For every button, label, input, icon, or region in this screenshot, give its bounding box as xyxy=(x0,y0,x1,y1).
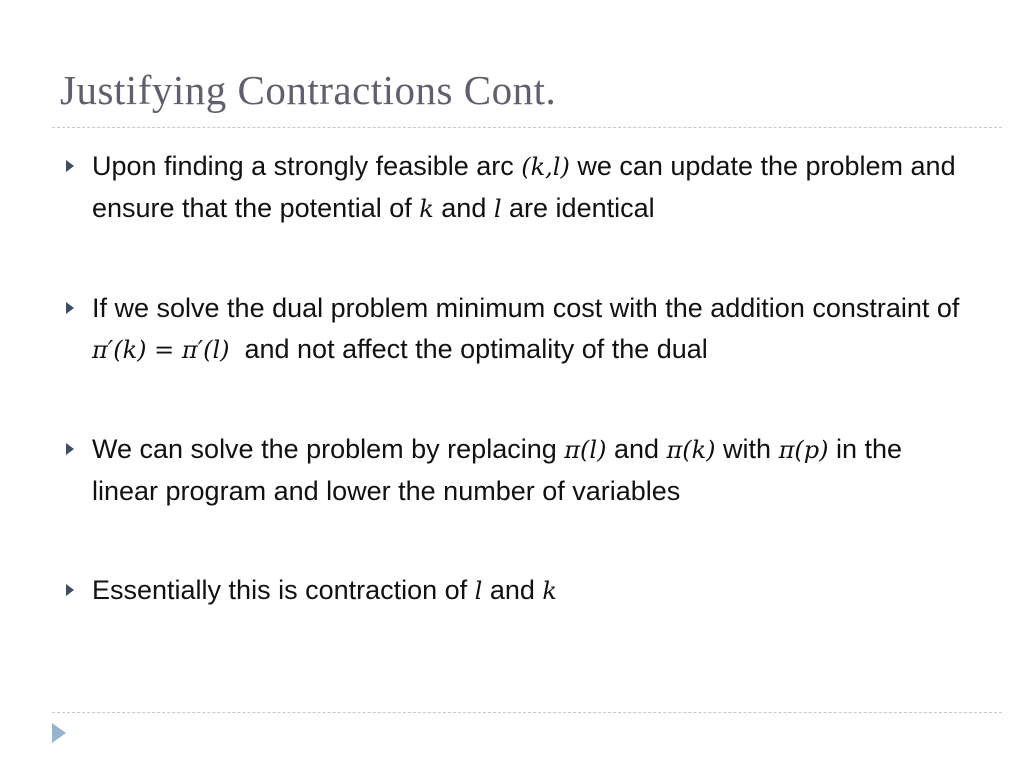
bullet-item xyxy=(92,429,962,512)
bullet-list xyxy=(92,146,962,612)
bullet-text: and not affect the optimality of the dual xyxy=(229,334,708,364)
math-expression: π′(k) = π′(l) xyxy=(92,336,230,364)
bullet-text: If we solve the dual problem minimum cost with the addition constraint of xyxy=(92,293,960,323)
bullet-text: are identical xyxy=(501,193,655,223)
math-expression: k xyxy=(542,577,557,605)
bullet-text: with xyxy=(715,434,779,464)
footer-divider xyxy=(52,712,1002,713)
bullet-text: and xyxy=(482,575,543,605)
bullet-arrow-icon xyxy=(66,443,74,455)
math-expression: (k,l) xyxy=(521,153,570,181)
bullet-text: and xyxy=(606,434,667,464)
math-expression: π(k) xyxy=(666,436,716,464)
bullet-item xyxy=(92,570,962,612)
math-expression: k xyxy=(419,195,434,223)
bullet-arrow-icon xyxy=(66,160,74,172)
bullet-arrow-icon xyxy=(66,584,74,596)
bullet-text: Essentially this is contraction of xyxy=(92,575,475,605)
bullet-item xyxy=(92,146,962,230)
bullet-text: in the linear program and lower the number of variables xyxy=(92,434,903,506)
bullet-text: We can solve the problem by replacing xyxy=(92,434,565,464)
title-divider xyxy=(52,127,1002,128)
math-expression: l xyxy=(493,195,502,223)
math-expression: π(l) xyxy=(564,436,607,464)
bullet-text: we can update the problem and ensure that the potential of xyxy=(92,151,956,223)
bullet-arrow-icon xyxy=(66,302,74,314)
corner-arrow-icon xyxy=(52,723,66,743)
bullet-text: Upon finding a strongly feasible arc xyxy=(92,151,522,181)
slide-title: Justifying Contractions Cont. xyxy=(60,67,557,113)
math-expression: π(p) xyxy=(778,436,829,464)
bullet-item xyxy=(92,288,962,371)
math-expression: l xyxy=(474,577,483,605)
bullet-text: and xyxy=(433,193,494,223)
